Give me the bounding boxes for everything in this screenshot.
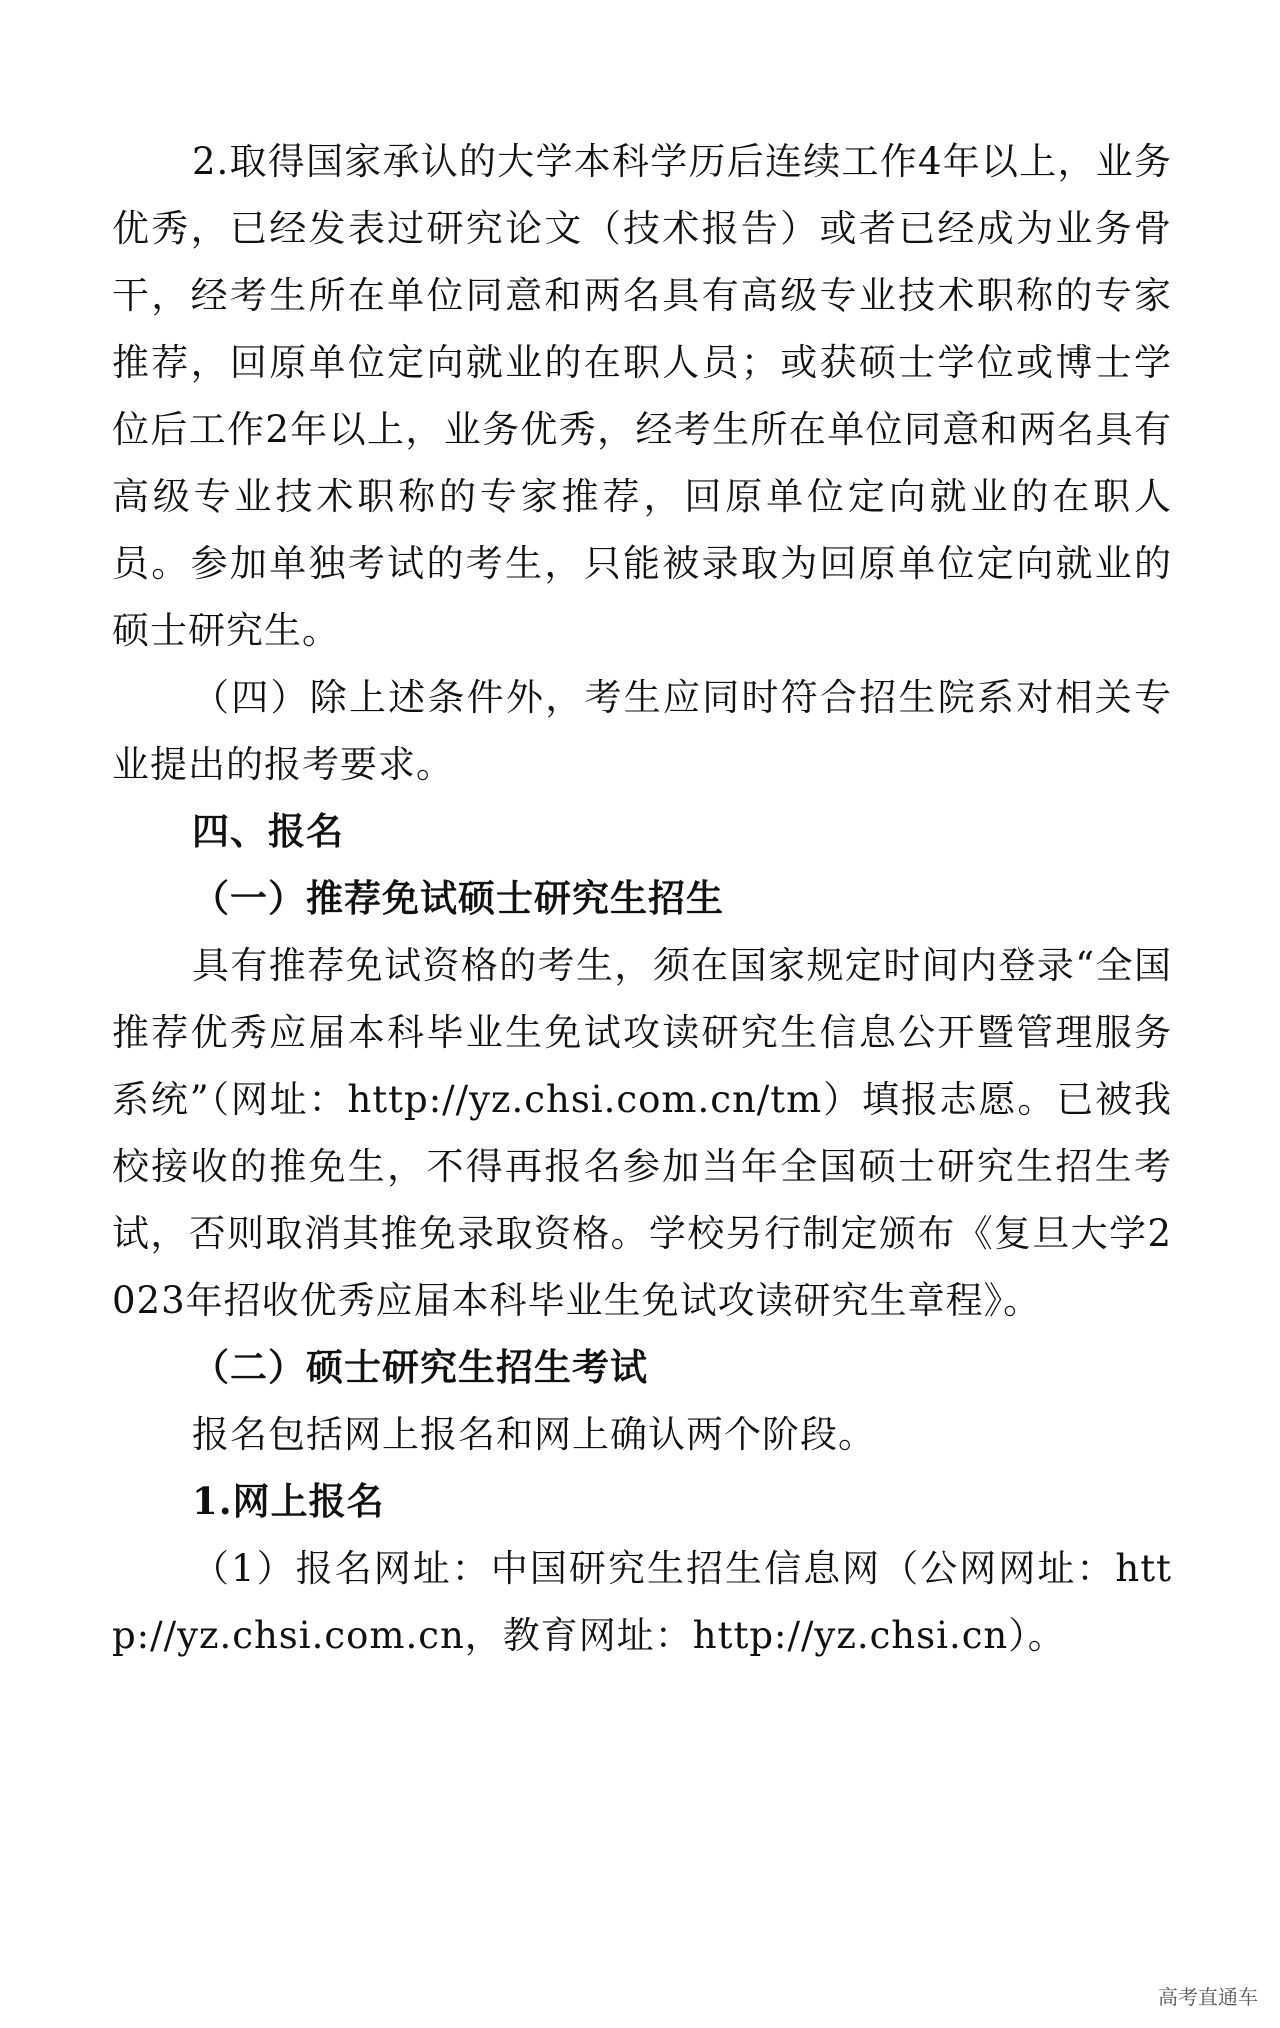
subsection-heading-recommended: （一）推荐免试硕士研究生招生 [192, 876, 724, 920]
paragraph-eligibility-4: （四）除上述条件外，考生应同时符合招生院系对相关专业提出的报考要求。 [112, 676, 1172, 786]
paragraph-registration-url: （1）报名网址：中国研究生招生信息网（公网网址：http://yz.chsi.com.cn，教育网址：http://yz.chsi.cn）。 [112, 1547, 1172, 1657]
document-body [112, 128, 1172, 1669]
watermark-text: 高考直通车 [1158, 1985, 1258, 2009]
subsection-heading-exam: （二）硕士研究生招生考试 [192, 1345, 648, 1389]
subsection-heading-online-registration: 1.网上报名 [192, 1479, 385, 1523]
paragraph-exam-stages: 报名包括网上报名和网上确认两个阶段。 [192, 1413, 876, 1456]
paragraph-recommended: 具有推荐免试资格的考生，须在国家规定时间内登录“全国推荐优秀应届本科毕业生免试攻读研究生信息公开暨管理服务系统”（网址：http://yz.chsi.com.cn/tm）填报志愿。已被我校接收的推免生，不得再报名参加当年全国硕士研究生招生考试，否则取消其推免录取资格。学校另行制定颁布《复旦大学2023年招收优秀应届本科毕业生免试攻读研究生章程》。 [112, 944, 1172, 1322]
paragraph-eligibility-2: 2.取得国家承认的大学本科学历后连续工作4年以上，业务优秀，已经发表过研究论文（技术报告）或者已经成为业务骨干，经考生所在单位同意和两名具有高级专业技术职称的专家推荐，回原单位定向就业的在职人员；或获硕士学位或博士学位后工作2年以上，业务优秀，经考生所在单位同意和两名具有高级专业技术职称的专家推荐，回原单位定向就业的在职人员。参加单独考试的考生，只能被录取为回原单位定向就业的硕士研究生。 [112, 140, 1172, 652]
section-heading-registration: 四、报名 [192, 810, 344, 853]
